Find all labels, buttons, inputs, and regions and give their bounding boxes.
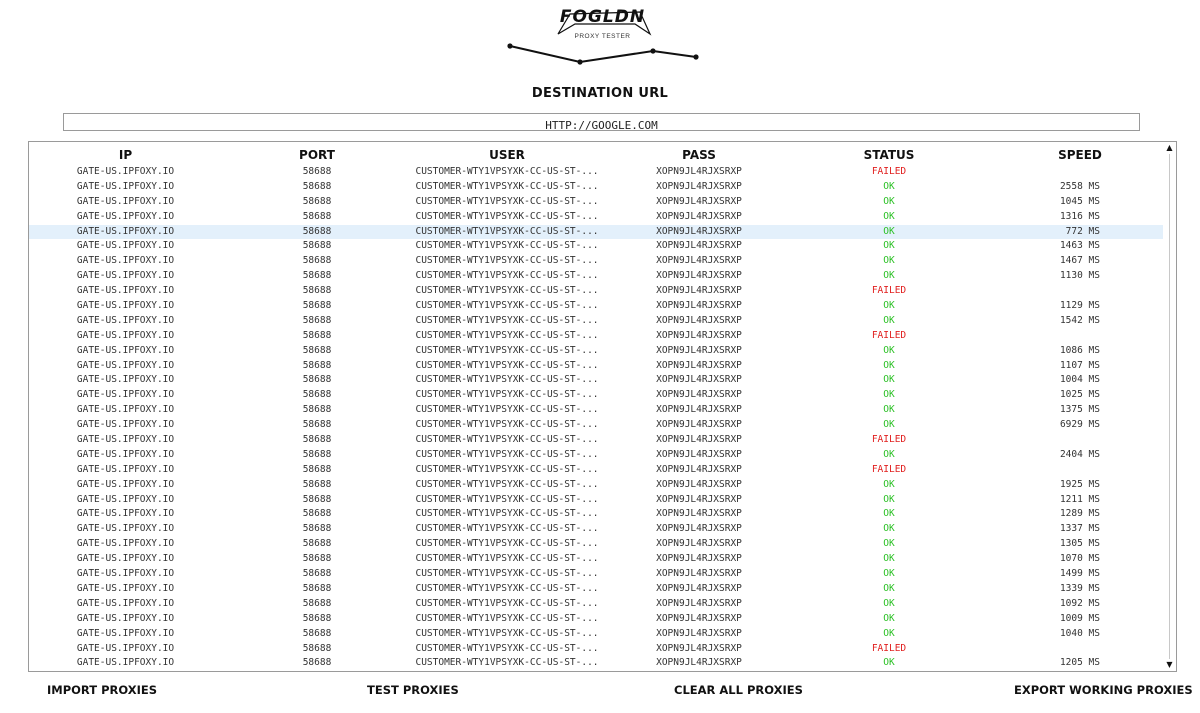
- scroll-up-icon[interactable]: ▲: [1166, 143, 1173, 152]
- table-row[interactable]: [29, 269, 1164, 284]
- table-row[interactable]: [29, 493, 1164, 508]
- table-row[interactable]: [29, 284, 1164, 299]
- cell-port: 58688: [302, 612, 332, 624]
- cell-status: OK: [883, 195, 895, 207]
- cell-user: CUSTOMER-WTY1VPSYXK-CC-US-ST-...: [415, 434, 599, 446]
- cell-pass: XOPN9JL4RJXSRXP: [656, 210, 742, 222]
- cell-port: 58688: [302, 285, 332, 297]
- table-header: [29, 147, 1164, 163]
- cell-user: CUSTOMER-WTY1VPSYXK-CC-US-ST-...: [415, 285, 599, 297]
- cell-user: CUSTOMER-WTY1VPSYXK-CC-US-ST-...: [415, 419, 599, 431]
- cell-pass: XOPN9JL4RJXSRXP: [656, 374, 742, 386]
- cell-user: CUSTOMER-WTY1VPSYXK-CC-US-ST-...: [415, 553, 599, 565]
- table-row[interactable]: [29, 403, 1164, 418]
- table-row[interactable]: [29, 522, 1164, 537]
- cell-pass: XOPN9JL4RJXSRXP: [656, 255, 742, 267]
- cell-user: CUSTOMER-WTY1VPSYXK-CC-US-ST-...: [415, 166, 599, 177]
- cell-ip: GATE-US.IPFOXY.IO: [76, 508, 175, 520]
- table-row[interactable]: [29, 254, 1164, 269]
- cell-status: OK: [883, 180, 895, 192]
- cell-ip: GATE-US.IPFOXY.IO: [76, 553, 175, 565]
- table-row[interactable]: [29, 597, 1164, 612]
- cell-user: CUSTOMER-WTY1VPSYXK-CC-US-ST-...: [415, 448, 599, 460]
- cell-port: 58688: [302, 434, 332, 446]
- proxy-table: [28, 141, 1177, 672]
- cell-ip: GATE-US.IPFOXY.IO: [76, 538, 175, 550]
- cell-status: OK: [883, 270, 895, 282]
- cell-port: 58688: [302, 180, 332, 192]
- table-row[interactable]: [29, 388, 1164, 403]
- cell-speed: 1499 MS: [1059, 568, 1100, 580]
- cell-ip: GATE-US.IPFOXY.IO: [76, 404, 175, 416]
- cell-pass: XOPN9JL4RJXSRXP: [656, 270, 742, 282]
- cell-status: OK: [883, 493, 895, 505]
- cell-pass: XOPN9JL4RJXSRXP: [656, 329, 742, 341]
- cell-port: 58688: [302, 404, 332, 416]
- cell-ip: GATE-US.IPFOXY.IO: [76, 419, 175, 431]
- cell-status: OK: [883, 419, 895, 431]
- cell-user: CUSTOMER-WTY1VPSYXK-CC-US-ST-...: [415, 180, 599, 192]
- cell-pass: XOPN9JL4RJXSRXP: [656, 538, 742, 550]
- cell-status: FAILED: [871, 329, 907, 341]
- cell-port: 58688: [302, 508, 332, 520]
- table-row[interactable]: [29, 463, 1164, 478]
- cell-pass: XOPN9JL4RJXSRXP: [656, 508, 742, 520]
- cell-status: OK: [883, 612, 895, 624]
- cell-status: OK: [883, 478, 895, 490]
- cell-user: CUSTOMER-WTY1VPSYXK-CC-US-ST-...: [415, 344, 599, 356]
- cell-pass: XOPN9JL4RJXSRXP: [656, 597, 742, 609]
- cell-ip: GATE-US.IPFOXY.IO: [76, 612, 175, 624]
- cell-speed: 1467 MS: [1059, 255, 1100, 267]
- cell-ip: GATE-US.IPFOXY.IO: [76, 582, 175, 594]
- cell-pass: XOPN9JL4RJXSRXP: [656, 419, 742, 431]
- cell-user: CUSTOMER-WTY1VPSYXK-CC-US-ST-...: [415, 642, 599, 654]
- cell-user: CUSTOMER-WTY1VPSYXK-CC-US-ST-...: [415, 478, 599, 490]
- cell-pass: XOPN9JL4RJXSRXP: [656, 627, 742, 639]
- table-row[interactable]: [29, 656, 1164, 671]
- cell-port: 58688: [302, 597, 332, 609]
- table-row[interactable]: [29, 433, 1164, 448]
- cell-pass: XOPN9JL4RJXSRXP: [656, 642, 742, 654]
- cell-speed: 1130 MS: [1059, 270, 1100, 282]
- cell-status: OK: [883, 210, 895, 222]
- cell-status: OK: [883, 344, 895, 356]
- cell-ip: GATE-US.IPFOXY.IO: [76, 210, 175, 222]
- cell-port: 58688: [302, 166, 332, 177]
- cell-user: CUSTOMER-WTY1VPSYXK-CC-US-ST-...: [415, 389, 599, 401]
- cell-status: OK: [883, 240, 895, 252]
- cell-port: 58688: [302, 538, 332, 550]
- cell-ip: GATE-US.IPFOXY.IO: [76, 344, 175, 356]
- cell-ip: GATE-US.IPFOXY.IO: [76, 389, 175, 401]
- cell-pass: XOPN9JL4RJXSRXP: [656, 434, 742, 446]
- cell-status: FAILED: [871, 463, 907, 475]
- cell-port: 58688: [302, 225, 332, 237]
- cell-speed: 1925 MS: [1059, 478, 1100, 490]
- cell-speed: 1463 MS: [1059, 240, 1100, 252]
- cell-user: CUSTOMER-WTY1VPSYXK-CC-US-ST-...: [415, 568, 599, 580]
- column-header-port[interactable]: PORT: [299, 148, 335, 162]
- cell-user: CUSTOMER-WTY1VPSYXK-CC-US-ST-...: [415, 404, 599, 416]
- cell-speed: 1025 MS: [1059, 389, 1100, 401]
- cell-speed: 1004 MS: [1059, 374, 1100, 386]
- cell-port: 58688: [302, 314, 332, 326]
- cell-status: OK: [883, 523, 895, 535]
- cell-pass: XOPN9JL4RJXSRXP: [656, 582, 742, 594]
- logo-text: FOGLDN: [559, 7, 646, 27]
- cell-status: FAILED: [871, 166, 907, 177]
- table-row[interactable]: [29, 359, 1164, 374]
- cell-ip: GATE-US.IPFOXY.IO: [76, 359, 175, 371]
- cell-port: 58688: [302, 195, 332, 207]
- cell-user: CUSTOMER-WTY1VPSYXK-CC-US-ST-...: [415, 240, 599, 252]
- cell-pass: XOPN9JL4RJXSRXP: [656, 612, 742, 624]
- cell-pass: XOPN9JL4RJXSRXP: [656, 240, 742, 252]
- cell-user: CUSTOMER-WTY1VPSYXK-CC-US-ST-...: [415, 374, 599, 386]
- table-row[interactable]: [29, 507, 1164, 522]
- cell-speed: 1205 MS: [1059, 657, 1100, 669]
- cell-ip: GATE-US.IPFOXY.IO: [76, 300, 175, 312]
- scroll-down-icon[interactable]: ▼: [1166, 660, 1173, 669]
- cell-port: 58688: [302, 463, 332, 475]
- cell-speed: 1129 MS: [1059, 300, 1100, 312]
- cell-status: OK: [883, 597, 895, 609]
- cell-status: OK: [883, 657, 895, 669]
- cell-port: 58688: [302, 657, 332, 669]
- column-header-ip[interactable]: IP: [118, 148, 133, 162]
- cell-ip: GATE-US.IPFOXY.IO: [76, 180, 175, 192]
- cell-user: CUSTOMER-WTY1VPSYXK-CC-US-ST-...: [415, 270, 599, 282]
- table-row[interactable]: [29, 344, 1164, 359]
- cell-user: CUSTOMER-WTY1VPSYXK-CC-US-ST-...: [415, 359, 599, 371]
- cell-user: CUSTOMER-WTY1VPSYXK-CC-US-ST-...: [415, 538, 599, 550]
- app-subtitle: PROXY TESTER: [574, 33, 631, 40]
- table-row[interactable]: [29, 314, 1164, 329]
- cell-speed: 1070 MS: [1059, 553, 1100, 565]
- table-row[interactable]: [29, 210, 1164, 225]
- cell-pass: XOPN9JL4RJXSRXP: [656, 493, 742, 505]
- cell-user: CUSTOMER-WTY1VPSYXK-CC-US-ST-...: [415, 463, 599, 475]
- cell-speed: 1375 MS: [1059, 404, 1100, 416]
- cell-speed: 1009 MS: [1059, 612, 1100, 624]
- cell-status: OK: [883, 508, 895, 520]
- cell-speed: 1339 MS: [1059, 582, 1100, 594]
- app-logo: [500, 4, 705, 68]
- cell-pass: XOPN9JL4RJXSRXP: [656, 404, 742, 416]
- cell-port: 58688: [302, 329, 332, 341]
- destination-url-field[interactable]: [63, 113, 1140, 131]
- cell-ip: GATE-US.IPFOXY.IO: [76, 329, 175, 341]
- cell-status: OK: [883, 255, 895, 267]
- cell-speed: 1211 MS: [1059, 493, 1100, 505]
- table-row[interactable]: [29, 567, 1164, 582]
- cell-status: OK: [883, 374, 895, 386]
- cell-speed: 2404 MS: [1059, 448, 1100, 460]
- column-header-speed[interactable]: SPEED: [1058, 148, 1102, 162]
- cell-port: 58688: [302, 374, 332, 386]
- import-proxies-button[interactable]: IMPORT PROXIES: [47, 683, 158, 697]
- cell-ip: GATE-US.IPFOXY.IO: [76, 478, 175, 490]
- cell-pass: XOPN9JL4RJXSRXP: [656, 195, 742, 207]
- cell-user: CUSTOMER-WTY1VPSYXK-CC-US-ST-...: [415, 582, 599, 594]
- table-row[interactable]: [29, 582, 1164, 597]
- cell-speed: 1305 MS: [1059, 538, 1100, 550]
- cell-user: CUSTOMER-WTY1VPSYXK-CC-US-ST-...: [415, 314, 599, 326]
- cell-status: OK: [883, 314, 895, 326]
- table-row[interactable]: [29, 329, 1164, 344]
- table-row[interactable]: [29, 225, 1164, 240]
- cell-speed: 1092 MS: [1059, 597, 1100, 609]
- cell-pass: XOPN9JL4RJXSRXP: [656, 285, 742, 297]
- table-row[interactable]: [29, 165, 1164, 180]
- cell-pass: XOPN9JL4RJXSRXP: [656, 300, 742, 312]
- cell-pass: XOPN9JL4RJXSRXP: [656, 568, 742, 580]
- cell-ip: GATE-US.IPFOXY.IO: [76, 314, 175, 326]
- table-row[interactable]: [29, 239, 1164, 254]
- cell-user: CUSTOMER-WTY1VPSYXK-CC-US-ST-...: [415, 210, 599, 222]
- cell-status: OK: [883, 300, 895, 312]
- cell-pass: XOPN9JL4RJXSRXP: [656, 166, 742, 177]
- cell-pass: XOPN9JL4RJXSRXP: [656, 448, 742, 460]
- cell-status: OK: [883, 225, 895, 237]
- cell-user: CUSTOMER-WTY1VPSYXK-CC-US-ST-...: [415, 627, 599, 639]
- cell-speed: 1289 MS: [1059, 508, 1100, 520]
- cell-pass: XOPN9JL4RJXSRXP: [656, 344, 742, 356]
- cell-speed: 6929 MS: [1059, 419, 1100, 431]
- table-row[interactable]: [29, 418, 1164, 433]
- cell-port: 58688: [302, 270, 332, 282]
- cell-status: FAILED: [871, 285, 907, 297]
- cell-pass: XOPN9JL4RJXSRXP: [656, 657, 742, 669]
- cell-status: OK: [883, 582, 895, 594]
- cell-user: CUSTOMER-WTY1VPSYXK-CC-US-ST-...: [415, 523, 599, 535]
- cell-port: 58688: [302, 568, 332, 580]
- cell-status: FAILED: [871, 434, 907, 446]
- cell-port: 58688: [302, 344, 332, 356]
- cell-ip: GATE-US.IPFOXY.IO: [76, 374, 175, 386]
- cell-port: 58688: [302, 582, 332, 594]
- cell-speed: 1316 MS: [1059, 210, 1100, 222]
- cell-speed: 1040 MS: [1059, 627, 1100, 639]
- scroll-track[interactable]: [1169, 154, 1170, 659]
- cell-status: OK: [883, 538, 895, 550]
- cell-ip: GATE-US.IPFOXY.IO: [76, 642, 175, 654]
- cell-speed: 1086 MS: [1059, 344, 1100, 356]
- cell-status: FAILED: [871, 642, 907, 654]
- cell-port: 58688: [302, 359, 332, 371]
- cell-ip: GATE-US.IPFOXY.IO: [76, 657, 175, 669]
- cell-port: 58688: [302, 448, 332, 460]
- cell-status: OK: [883, 553, 895, 565]
- cell-ip: GATE-US.IPFOXY.IO: [76, 463, 175, 475]
- cell-pass: XOPN9JL4RJXSRXP: [656, 225, 742, 237]
- cell-ip: GATE-US.IPFOXY.IO: [76, 195, 175, 207]
- cell-status: OK: [883, 568, 895, 580]
- test-proxies-button[interactable]: TEST PROXIES: [367, 683, 459, 697]
- cell-ip: GATE-US.IPFOXY.IO: [76, 597, 175, 609]
- table-row[interactable]: [29, 180, 1164, 195]
- cell-user: CUSTOMER-WTY1VPSYXK-CC-US-ST-...: [415, 195, 599, 207]
- table-row[interactable]: [29, 373, 1164, 388]
- cell-ip: GATE-US.IPFOXY.IO: [76, 240, 175, 252]
- cell-pass: XOPN9JL4RJXSRXP: [656, 359, 742, 371]
- cell-port: 58688: [302, 389, 332, 401]
- cell-port: 58688: [302, 627, 332, 639]
- cell-speed: 2558 MS: [1059, 180, 1100, 192]
- cell-ip: GATE-US.IPFOXY.IO: [76, 448, 175, 460]
- table-body: [29, 165, 1164, 671]
- cell-ip: GATE-US.IPFOXY.IO: [76, 434, 175, 446]
- cell-pass: XOPN9JL4RJXSRXP: [656, 389, 742, 401]
- cell-ip: GATE-US.IPFOXY.IO: [76, 225, 175, 237]
- cell-status: OK: [883, 389, 895, 401]
- cell-status: OK: [883, 627, 895, 639]
- cell-user: CUSTOMER-WTY1VPSYXK-CC-US-ST-...: [415, 300, 599, 312]
- cell-ip: GATE-US.IPFOXY.IO: [76, 285, 175, 297]
- cell-port: 58688: [302, 523, 332, 535]
- cell-pass: XOPN9JL4RJXSRXP: [656, 463, 742, 475]
- destination-url-label: DESTINATION URL: [531, 86, 669, 101]
- cell-ip: GATE-US.IPFOXY.IO: [76, 568, 175, 580]
- cell-user: CUSTOMER-WTY1VPSYXK-CC-US-ST-...: [415, 508, 599, 520]
- cell-port: 58688: [302, 493, 332, 505]
- cell-ip: GATE-US.IPFOXY.IO: [76, 523, 175, 535]
- cell-pass: XOPN9JL4RJXSRXP: [656, 478, 742, 490]
- cell-user: CUSTOMER-WTY1VPSYXK-CC-US-ST-...: [415, 597, 599, 609]
- cell-user: CUSTOMER-WTY1VPSYXK-CC-US-ST-...: [415, 225, 599, 237]
- cell-user: CUSTOMER-WTY1VPSYXK-CC-US-ST-...: [415, 657, 599, 669]
- cell-status: OK: [883, 448, 895, 460]
- table-row[interactable]: [29, 642, 1164, 657]
- cell-pass: XOPN9JL4RJXSRXP: [656, 314, 742, 326]
- cell-speed: 1107 MS: [1059, 359, 1100, 371]
- cell-user: CUSTOMER-WTY1VPSYXK-CC-US-ST-...: [415, 329, 599, 341]
- cell-pass: XOPN9JL4RJXSRXP: [656, 180, 742, 192]
- export-working-proxies-button[interactable]: EXPORT WORKING PROXIES: [1014, 683, 1193, 697]
- cell-port: 58688: [302, 255, 332, 267]
- table-row[interactable]: [29, 552, 1164, 567]
- cell-pass: XOPN9JL4RJXSRXP: [656, 553, 742, 565]
- cell-ip: GATE-US.IPFOXY.IO: [76, 270, 175, 282]
- cell-port: 58688: [302, 240, 332, 252]
- destination-url-input[interactable]: [64, 118, 1139, 134]
- vertical-scrollbar[interactable]: [1163, 142, 1176, 671]
- table-row[interactable]: [29, 627, 1164, 642]
- cell-speed: 1542 MS: [1059, 314, 1100, 326]
- column-header-user[interactable]: USER: [489, 148, 525, 162]
- cell-port: 58688: [302, 642, 332, 654]
- cell-ip: GATE-US.IPFOXY.IO: [76, 166, 175, 177]
- cell-user: CUSTOMER-WTY1VPSYXK-CC-US-ST-...: [415, 255, 599, 267]
- cell-ip: GATE-US.IPFOXY.IO: [76, 627, 175, 639]
- cell-port: 58688: [302, 478, 332, 490]
- cell-status: OK: [883, 404, 895, 416]
- cell-ip: GATE-US.IPFOXY.IO: [76, 493, 175, 505]
- cell-port: 58688: [302, 300, 332, 312]
- cell-ip: GATE-US.IPFOXY.IO: [76, 255, 175, 267]
- cell-speed: 1045 MS: [1059, 195, 1100, 207]
- cell-port: 58688: [302, 419, 332, 431]
- cell-port: 58688: [302, 553, 332, 565]
- cell-port: 58688: [302, 210, 332, 222]
- column-header-status[interactable]: STATUS: [863, 148, 915, 162]
- table-row[interactable]: [29, 448, 1164, 463]
- table-row[interactable]: [29, 299, 1164, 314]
- clear-all-proxies-button[interactable]: CLEAR ALL PROXIES: [674, 683, 803, 697]
- column-header-pass[interactable]: PASS: [682, 148, 716, 162]
- cell-user: CUSTOMER-WTY1VPSYXK-CC-US-ST-...: [415, 612, 599, 624]
- cell-pass: XOPN9JL4RJXSRXP: [656, 523, 742, 535]
- table-row[interactable]: [29, 612, 1164, 627]
- cell-speed: 1337 MS: [1059, 523, 1100, 535]
- table-row[interactable]: [29, 195, 1164, 210]
- table-row[interactable]: [29, 478, 1164, 493]
- cell-speed: 772 MS: [1065, 225, 1100, 237]
- cell-user: CUSTOMER-WTY1VPSYXK-CC-US-ST-...: [415, 493, 599, 505]
- table-row[interactable]: [29, 537, 1164, 552]
- cell-status: OK: [883, 359, 895, 371]
